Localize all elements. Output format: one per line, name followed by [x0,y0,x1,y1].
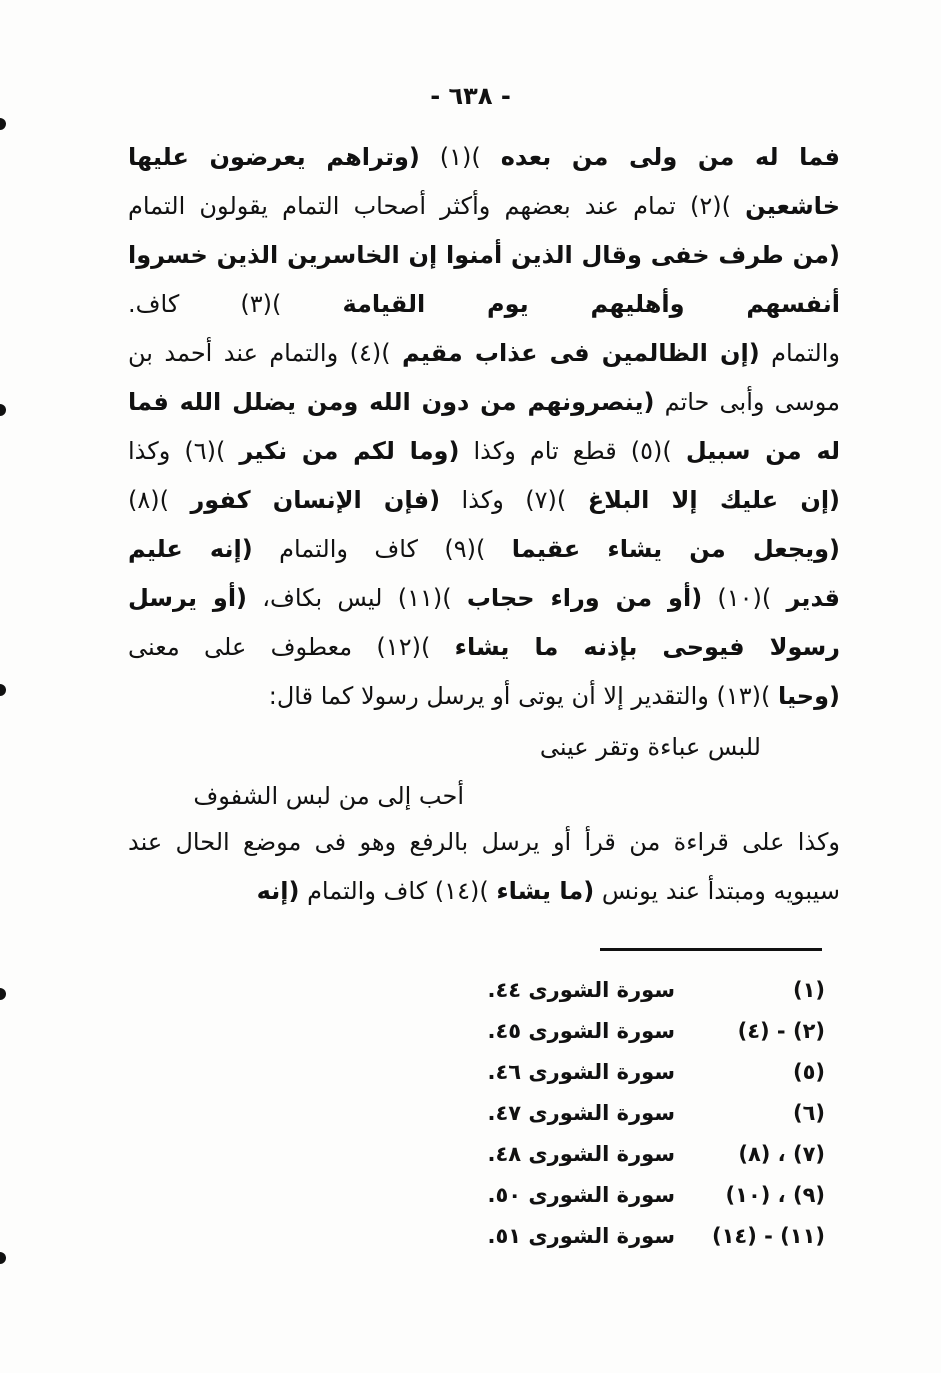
main-text-line [128,182,840,231]
commentary-segment: )(٢) تمام عند بعضهم وأكثر أصحاب التمام يقولون التمام [128,192,746,220]
quran-quote-segment: (فإن الإنسان كفور [190,486,441,514]
footnote-text: سورة الشورى ٤٧. [487,1101,675,1125]
footnote-ref: (٩) ، (١٠) [725,1183,825,1207]
footnote-text: سورة الشورى ٤٨. [487,1142,675,1166]
commentary-segment: وكذا على قراءة من قرأ أو يرسل بالرفع وهو فى موضع الحال عند [128,828,840,856]
commentary-segment: )(٥) قطع تام وكذا [459,437,686,465]
quran-quote-segment: (إنه [256,877,300,905]
commentary-segment: )(١٢) معطوف على معنى [128,633,455,661]
footnote-text: سورة الشورى ٤٦. [487,1060,675,1084]
commentary-segment: )(١٤) كاف والتمام [299,877,497,905]
footnote-item [480,1175,825,1216]
main-text-line [128,427,840,476]
main-text-line [128,623,840,672]
main-text-block [128,133,840,721]
main-text-line [128,378,840,427]
commentary-segment: )(٤) والتمام عند أحمد بن [128,339,402,367]
quran-quote-segment: أنفسهم وأهليهم يوم القيامة [342,290,840,318]
page-number: - ٦٣٨ - [430,82,511,110]
footnotes-list [480,970,825,1257]
poetry-verse-second-hemistich: أحب إلى من لبس الشفوف [193,782,464,810]
quran-quote-segment: رسولا فيوحى بإذنه ما يشاء [454,633,840,661]
footnote-text: سورة الشورى ٤٤. [487,978,675,1002]
footnote-item [480,1052,825,1093]
footnote-item [480,1011,825,1052]
main-text-line [128,231,840,280]
footnote-text: سورة الشورى ٥٠. [487,1183,675,1207]
commentary-segment: )(١١) ليس بكاف، [247,584,467,612]
footnote-item [480,1134,825,1175]
continuation-text-line [128,818,840,867]
footnote-ref: (٧) ، (٨) [738,1142,825,1166]
binding-hole-mark [0,118,6,130]
quran-quote-segment: (ما يشاء [496,877,595,905]
quran-quote-segment: (أو من وراء حجاب [466,584,703,612]
main-text-continuation [128,818,840,916]
footnote-text: سورة الشورى ٤٥. [487,1019,675,1043]
quran-quote-segment: (أو يرسل [128,584,248,612]
commentary-segment: )(٣) كاف. [128,290,343,318]
footnote-separator-rule [600,948,822,951]
quran-quote-segment: (وما لكم من نكير [239,437,460,465]
main-text-line [128,280,840,329]
commentary-segment: )(٧) وكذا [440,486,588,514]
quran-quote-segment: (إن الظالمين فى عذاب مقيم [402,339,760,367]
commentary-segment: والتمام [759,339,840,367]
quran-quote-segment: خاشعين [745,192,840,220]
quran-quote-segment: فما له من ولى من بعده [500,143,840,171]
quran-quote-segment: (إن عليك إلا البلاغ [587,486,840,514]
footnote-item [480,1093,825,1134]
commentary-segment: )(١) [419,143,501,171]
binding-hole-mark [0,1252,6,1264]
commentary-segment: )(٩) كاف والتمام [252,535,512,563]
quran-quote-segment: قدير [786,584,840,612]
main-text-line [128,133,840,182]
commentary-segment: سيبويه ومبتدأ عند يونس [594,877,840,905]
binding-hole-mark [0,404,6,416]
main-text-line [128,672,840,721]
continuation-text-line [128,867,840,916]
quran-quote-segment: (ينصرونهم من دون الله ومن يضلل الله فما [128,388,655,416]
main-text-line [128,476,840,525]
commentary-segment: )(٨) [128,486,191,514]
commentary-segment: )(٦) وكذا [128,437,240,465]
poetry-verse-first-hemistich: للبس عباءة وتقر عينى [539,733,761,761]
commentary-segment: موسى وأبى حاتم [654,388,840,416]
main-text-line [128,574,840,623]
footnote-item [480,970,825,1011]
quran-quote-segment: (من طرف خفى وقال الذين أمنوا إن الخاسرين الذين خسروا [128,241,840,269]
commentary-segment: )(١٣) والتقدير إلا أن يوتى أو يرسل رسولا كما قال: [268,682,778,710]
footnote-ref: (٦) [792,1101,825,1125]
quran-quote-segment: (ويجعل من يشاء عقيما [511,535,840,563]
quran-quote-segment: (وتراهم يعرضون عليها [128,143,420,171]
footnote-ref: (١) [792,978,825,1002]
binding-hole-mark [0,684,6,696]
footnote-ref: (٢) - (٤) [737,1019,825,1043]
footnote-item [480,1216,825,1257]
binding-hole-mark [0,988,6,1000]
commentary-segment: )(١٠) [702,584,787,612]
main-text-line [128,329,840,378]
quran-quote-segment: (وحيا [778,682,840,710]
footnote-ref: (٥) [792,1060,825,1084]
quran-quote-segment: (إنه عليم [128,535,253,563]
main-text-line [128,525,840,574]
quran-quote-segment: له من سبيل [685,437,840,465]
footnote-ref: (١١) - (١٤) [711,1224,825,1248]
footnote-text: سورة الشورى ٥١. [487,1224,675,1248]
